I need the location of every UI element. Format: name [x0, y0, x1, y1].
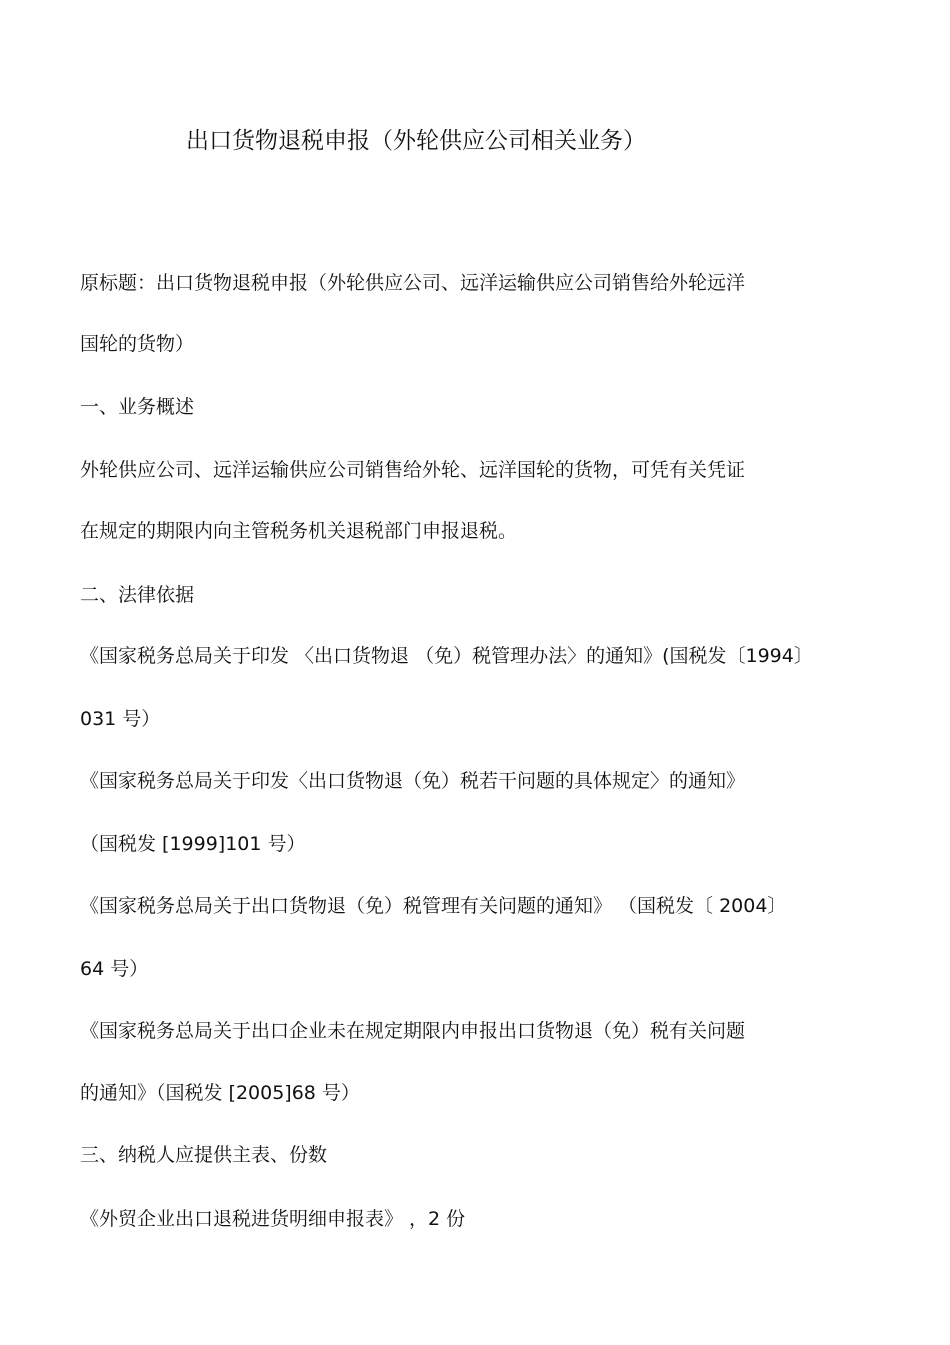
- document-title: 出口货物退税申报（外轮供应公司相关业务）: [186, 128, 646, 154]
- section-heading-required-forms: 三、纳税人应提供主表、份数: [80, 1144, 328, 1166]
- overview-paragraph-line-1: 外轮供应公司、远洋运输供应公司销售给外轮、远洋国轮的货物，可凭有关凭证: [80, 459, 746, 481]
- legal-basis-item-3-line-1: 《国家税务总局关于出口货物退（免）税管理有关问题的通知》 （国税发〔 2004〕: [80, 895, 787, 917]
- section-heading-overview: 一、业务概述: [80, 396, 195, 418]
- legal-basis-item-2-line-2: （国税发 [1999]101 号）: [80, 833, 306, 855]
- overview-paragraph-line-2: 在规定的期限内向主管税务机关退税部门申报退税。: [80, 520, 518, 542]
- required-form-item-1: 《外贸企业出口退税进货明细申报表》 ，2 份: [80, 1208, 466, 1230]
- original-title-line-1: 原标题：出口货物退税申报（外轮供应公司、远洋运输供应公司销售给外轮远洋: [80, 272, 746, 294]
- legal-basis-item-1-line-1: 《国家税务总局关于印发 〈出口货物退 （免）税管理办法〉的通知》(国税发〔1994〕: [80, 645, 813, 667]
- legal-basis-item-1-line-2: 031 号）: [80, 708, 161, 730]
- original-title-line-2: 国轮的货物）: [80, 333, 195, 355]
- legal-basis-item-4-line-1: 《国家税务总局关于出口企业未在规定期限内申报出口货物退（免）税有关问题: [80, 1020, 746, 1042]
- legal-basis-item-4-line-2: 的通知》（国税发 [2005]68 号）: [80, 1082, 360, 1104]
- legal-basis-item-3-line-2: 64 号）: [80, 958, 149, 980]
- section-heading-legal-basis: 二、法律依据: [80, 584, 195, 606]
- legal-basis-item-2-line-1: 《国家税务总局关于印发〈出口货物退（免）税若干问题的具体规定〉的通知》: [80, 770, 746, 792]
